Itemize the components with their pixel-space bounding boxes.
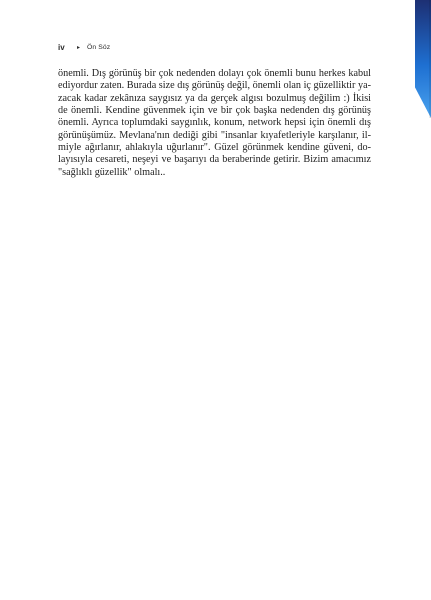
- paragraph-line: önemli. Dış görünüş bir çok nedenden dolayı çok önemli bunu herkes kabul: [58, 68, 371, 79]
- paragraph-line: önemli. Ayrıca toplumdaki saygınlık, konum, network hepsi için önemli dış: [58, 117, 371, 129]
- paragraph-line: miyle ağırlanır, ahlakıyla uğurlanır". Güzel görünmek kendine güveni, do-: [58, 142, 371, 154]
- paragraph-line: layısıyla cesareti, neşeyi ve başarıyı da beraberinde getirir. Bizim amacımız: [58, 154, 371, 166]
- paragraph-line: "sağlıklı güzellik" olmalı..: [58, 166, 166, 178]
- body-paragraph: [58, 68, 371, 179]
- paragraph-line: de önemli. Kendine güvenmek için ve bir çok başka nedenden dış görünüş: [58, 105, 371, 117]
- paragraph-line: zacak kadar zekânıza saygısız ya da gerçek algısı bozulmuş değilim :) İkisi: [58, 92, 371, 104]
- page-number: iv: [58, 43, 65, 52]
- chapter-title: Ön Söz: [87, 43, 111, 51]
- running-head: [58, 44, 110, 52]
- paragraph-line: ediyordur zaten. Burada size dış görünüş değil, önemli olan iç güzelliktir ya-: [58, 80, 371, 92]
- paragraph-line: görünüşümüz. Mevlana'nın dediği gibi "insanlar kıyafetleriyle karşılanır, il-: [58, 129, 371, 141]
- chapter-arrow-icon: ▸: [77, 44, 81, 51]
